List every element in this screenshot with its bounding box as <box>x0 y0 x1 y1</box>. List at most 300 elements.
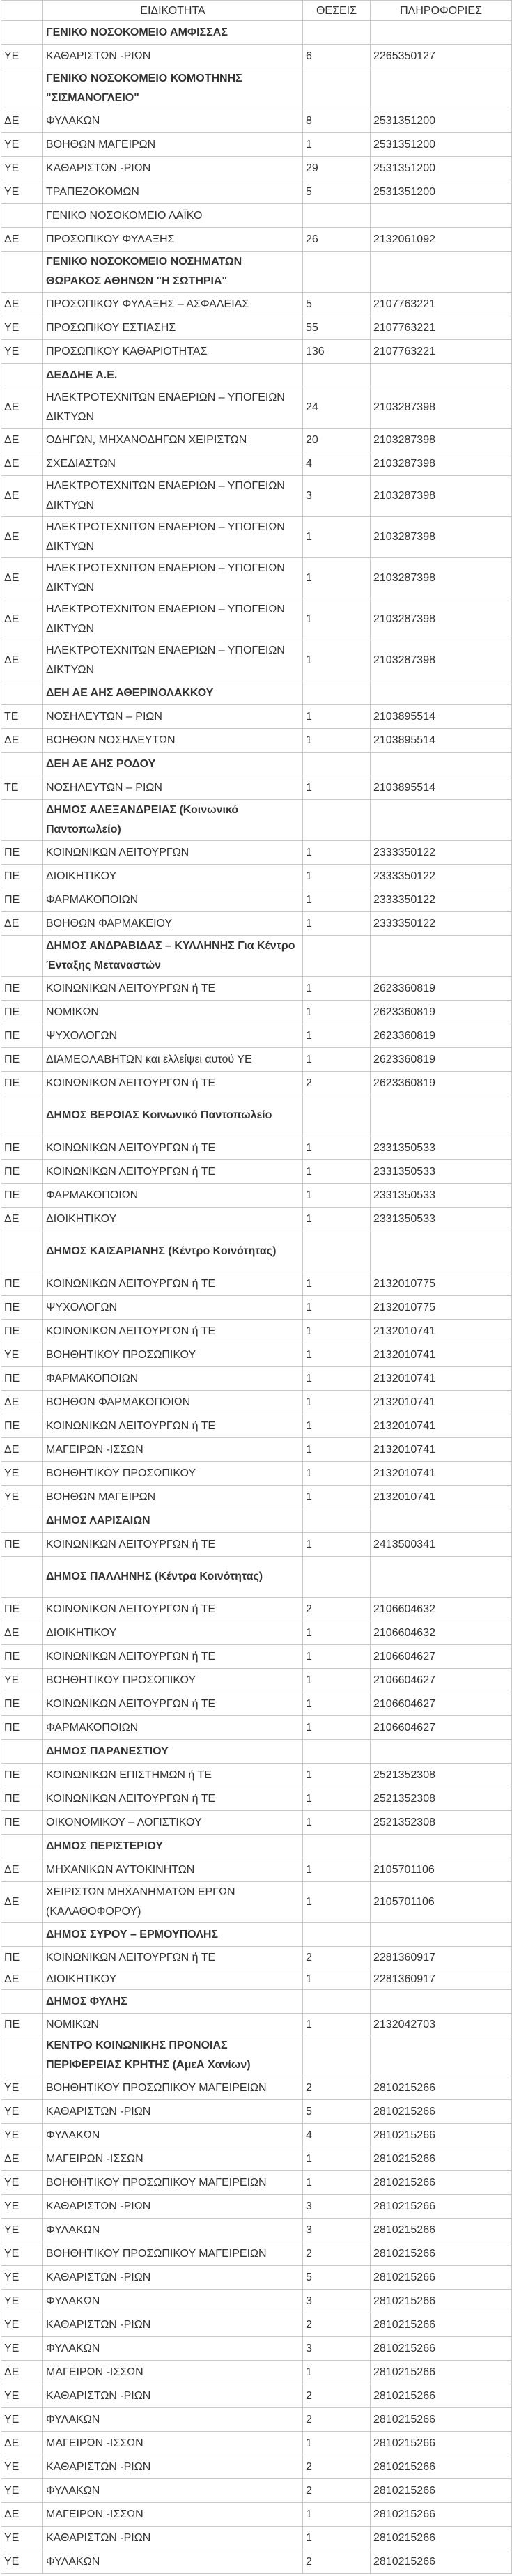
phone-cell: 2413500341 <box>371 1533 512 1557</box>
specialty-cell: ΚΟΙΝΩΝΙΚΩΝ ΛΕΙΤΟΥΡΓΩΝ ή ΤΕ <box>43 1947 303 1968</box>
phone-cell: 2810215266 <box>371 2124 512 2147</box>
specialty-cell: ΔΗΜΟΣ ΠΕΡΙΣΤΕΡΙΟΥ <box>43 1835 303 1858</box>
phone-cell: 2623360819 <box>371 1048 512 1072</box>
category-cell <box>1 364 43 387</box>
specialty-cell: ΚΟΙΝΩΝΙΚΩΝ ΕΠΙΣΤΗΜΩΝ ή ΤΕ <box>43 1764 303 1787</box>
positions-cell: 1 <box>303 1462 371 1486</box>
table-row <box>1 2408 512 2432</box>
phone-cell: 2132061092 <box>371 228 512 252</box>
category-cell: ΔΕ <box>1 476 43 517</box>
positions-cell: 2 <box>303 2313 371 2337</box>
phone-cell <box>371 68 512 109</box>
specialty-cell: ΗΛΕΚΤΡΟΤΕΧΝΙΤΩΝ ΕΝΑΕΡΙΩΝ – ΥΠΟΓΕΙΩΝ ΔΙΚΤΥΩΝ <box>43 558 303 599</box>
positions-cell: 1 <box>303 133 371 157</box>
category-cell: ΥΕ <box>1 2313 43 2337</box>
specialty-cell: ΔΙΟΙΚΗΤΙΚΟΥ <box>43 1968 303 1990</box>
table-row <box>1 1764 512 1787</box>
specialty-cell: ΒΟΗΘΩΝ ΜΑΓΕΙΡΩΝ <box>43 133 303 157</box>
specialty-cell: ΦΑΡΜΑΚΟΠΟΙΩΝ <box>43 1367 303 1391</box>
phone-cell: 2331350533 <box>371 1208 512 1231</box>
phone-cell: 2810215266 <box>371 2550 512 2574</box>
phone-cell: 2331350533 <box>371 1184 512 1208</box>
category-cell: ΠΕ <box>1 1136 43 1160</box>
category-cell: ΥΕ <box>1 2266 43 2290</box>
specialty-cell: ΨΥΧΟΛΟΓΩΝ <box>43 1024 303 1048</box>
table-row <box>1 705 512 729</box>
specialty-cell: ΦΥΛΑΚΩΝ <box>43 109 303 133</box>
positions-cell: 1 <box>303 1414 371 1438</box>
specialty-cell: ΓΕΝΙΚΟ ΝΟΣΟΚΟΜΕΙΟ ΑΜΦΙΣΣΑΣ <box>43 21 303 45</box>
category-cell: ΠΕ <box>1 977 43 1001</box>
specialty-cell: ΠΡΟΣΩΠΙΚΟΥ ΕΣΤΙΑΣΗΣ <box>43 316 303 340</box>
category-cell: ΔΕ <box>1 912 43 936</box>
phone-cell: 2810215266 <box>371 2266 512 2290</box>
phone-cell: 2103287398 <box>371 558 512 599</box>
specialty-cell: ΦΥΛΑΚΩΝ <box>43 2479 303 2503</box>
category-cell: ΥΕ <box>1 2408 43 2432</box>
category-cell: ΔΕ <box>1 2147 43 2171</box>
positions-cell: 2 <box>303 2242 371 2266</box>
phone-cell: 2106604627 <box>371 1645 512 1669</box>
positions-cell: 2 <box>303 2076 371 2100</box>
phone-cell: 2810215266 <box>371 2527 512 2550</box>
table-row <box>1 293 512 316</box>
category-cell: ΠΕ <box>1 2014 43 2035</box>
table-row <box>1 2384 512 2408</box>
category-cell: ΠΕ <box>1 1184 43 1208</box>
table-row <box>1 452 512 476</box>
specialty-cell: ΦΑΡΜΑΚΟΠΟΙΩΝ <box>43 1184 303 1208</box>
category-cell: ΔΕ <box>1 429 43 452</box>
phone-cell <box>371 252 512 293</box>
positions-cell: 5 <box>303 2266 371 2290</box>
specialty-cell: ΨΥΧΟΛΟΓΩΝ <box>43 1296 303 1320</box>
specialty-cell: ΚΑΘΑΡΙΣΤΩΝ -ΡΙΩΝ <box>43 45 303 68</box>
specialty-cell: ΟΔΗΓΩΝ, ΜΗΧΑΝΟΔΗΓΩΝ ΧΕΙΡΙΣΤΩΝ <box>43 429 303 452</box>
phone-cell: 2103287398 <box>371 517 512 558</box>
positions-cell <box>303 1740 371 1764</box>
positions-cell: 1 <box>303 1367 371 1391</box>
positions-cell: 1 <box>303 1160 371 1184</box>
phone-cell: 2103287398 <box>371 599 512 640</box>
category-cell: ΥΕ <box>1 2384 43 2408</box>
positions-cell: 1 <box>303 977 371 1001</box>
specialty-cell: ΝΟΣΗΛΕΥΤΩΝ – ΡΙΩΝ <box>43 705 303 729</box>
category-cell: ΥΕ <box>1 1462 43 1486</box>
phone-cell: 2623360819 <box>371 977 512 1001</box>
positions-cell: 1 <box>303 1533 371 1557</box>
positions-cell <box>303 1095 371 1136</box>
category-cell: ΠΕ <box>1 1001 43 1024</box>
category-cell: ΥΕ <box>1 2100 43 2124</box>
phone-cell: 2103287398 <box>371 387 512 429</box>
specialty-cell: ΦΥΛΑΚΩΝ <box>43 2550 303 2574</box>
specialty-cell: ΗΛΕΚΤΡΟΤΕΧΝΙΤΩΝ ΕΝΑΕΡΙΩΝ – ΥΠΟΓΕΙΩΝ ΔΙΚΤΥΩΝ <box>43 640 303 681</box>
category-cell <box>1 1231 43 1272</box>
table-row <box>1 2313 512 2337</box>
positions-cell: 1 <box>303 1320 371 1343</box>
phone-cell: 2333350122 <box>371 888 512 912</box>
phone-cell <box>371 1740 512 1764</box>
category-cell: ΠΕ <box>1 1296 43 1320</box>
category-cell: ΔΕ <box>1 599 43 640</box>
positions-cell: 3 <box>303 2195 371 2219</box>
table-row <box>1 2014 512 2035</box>
positions-cell <box>303 800 371 841</box>
category-cell: ΠΕ <box>1 1533 43 1557</box>
specialty-cell: ΔΙΑΜΕΟΛΑΒΗΤΩΝ και ελλείψει αυτού ΥΕ <box>43 1048 303 1072</box>
category-cell: ΠΕ <box>1 1645 43 1669</box>
specialty-cell: ΦΥΛΑΚΩΝ <box>43 2408 303 2432</box>
specialty-cell: ΚΑΘΑΡΙΣΤΩΝ -ΡΙΩΝ <box>43 2100 303 2124</box>
positions-cell <box>303 21 371 45</box>
specialty-cell: ΚΑΘΑΡΙΣΤΩΝ -ΡΙΩΝ <box>43 2384 303 2408</box>
table-row <box>1 2147 512 2171</box>
positions-cell: 1 <box>303 640 371 681</box>
specialty-cell: ΦΥΛΑΚΩΝ <box>43 2124 303 2147</box>
table-row <box>1 865 512 888</box>
category-cell: ΠΕ <box>1 1947 43 1968</box>
section-heading-row <box>1 1557 512 1598</box>
phone-cell: 2810215266 <box>371 2337 512 2361</box>
table-row <box>1 2266 512 2290</box>
category-cell: ΠΕ <box>1 1272 43 1296</box>
positions-cell: 1 <box>303 599 371 640</box>
table-row <box>1 1787 512 1811</box>
positions-cell <box>303 753 371 776</box>
table-row <box>1 1024 512 1048</box>
phone-cell: 2107763221 <box>371 316 512 340</box>
table-row <box>1 2195 512 2219</box>
phone-cell: 2106604627 <box>371 1669 512 1692</box>
category-cell: ΥΕ <box>1 133 43 157</box>
positions-cell: 2 <box>303 2479 371 2503</box>
category-cell: ΤΕ <box>1 776 43 800</box>
specialty-cell: ΒΟΗΘΩΝ ΜΑΓΕΙΡΩΝ <box>43 1486 303 1509</box>
table-row <box>1 1621 512 1645</box>
positions-cell: 1 <box>303 2432 371 2455</box>
table-row <box>1 1968 512 1990</box>
category-cell: ΠΕ <box>1 1598 43 1621</box>
positions-cell <box>303 364 371 387</box>
category-cell: ΔΕ <box>1 1621 43 1645</box>
category-cell <box>1 1509 43 1533</box>
phone-cell: 2333350122 <box>371 865 512 888</box>
phone-cell: 2810215266 <box>371 2076 512 2100</box>
specialty-cell: ΔΙΟΙΚΗΤΙΚΟΥ <box>43 1621 303 1645</box>
phone-cell <box>371 936 512 977</box>
category-cell: ΔΕ <box>1 1882 43 1923</box>
phone-cell: 2331350533 <box>371 1136 512 1160</box>
table-row <box>1 1296 512 1320</box>
positions-cell: 6 <box>303 45 371 68</box>
positions-cell: 2 <box>303 1947 371 1968</box>
positions-cell: 1 <box>303 1391 371 1414</box>
table-row <box>1 316 512 340</box>
section-heading-row <box>1 252 512 293</box>
specialty-cell: ΚΟΙΝΩΝΙΚΩΝ ΛΕΙΤΟΥΡΓΩΝ ή ΤΕ <box>43 1645 303 1669</box>
category-cell: ΥΕ <box>1 180 43 204</box>
category-cell <box>1 681 43 705</box>
specialty-cell: ΔΕΗ ΑΕ ΑΗΣ ΡΟΔΟΥ <box>43 753 303 776</box>
table-row <box>1 1320 512 1343</box>
positions-cell: 1 <box>303 865 371 888</box>
specialty-cell: ΚΟΙΝΩΝΙΚΩΝ ΛΕΙΤΟΥΡΓΩΝ ή ΤΕ <box>43 1072 303 1095</box>
positions-cell: 26 <box>303 228 371 252</box>
positions-cell: 1 <box>303 1001 371 1024</box>
table-row <box>1 640 512 681</box>
specialty-cell: ΧΕΙΡΙΣΤΩΝ ΜΗΧΑΝΗΜΑΤΩΝ ΕΡΓΩΝ (ΚΑΛΑΘΟΦΟΡΟΥ) <box>43 1882 303 1923</box>
table-row <box>1 1462 512 1486</box>
specialty-cell: ΒΟΗΘΗΤΙΚΟΥ ΠΡΟΣΩΠΙΚΟΥ ΜΑΓΕΙΡΕΙΩΝ <box>43 2076 303 2100</box>
category-cell: ΔΕ <box>1 1858 43 1882</box>
table-row <box>1 180 512 204</box>
section-heading-row <box>1 364 512 387</box>
specialty-cell: ΦΑΡΜΑΚΟΠΟΙΩΝ <box>43 1716 303 1740</box>
phone-cell: 2810215266 <box>371 2147 512 2171</box>
category-cell: ΠΕ <box>1 841 43 865</box>
phone-cell: 2810215266 <box>371 2219 512 2242</box>
phone-cell: 2531351200 <box>371 157 512 180</box>
category-cell <box>1 1990 43 2014</box>
positions-cell: 1 <box>303 1048 371 1072</box>
phone-cell <box>371 1557 512 1598</box>
positions-cell: 2 <box>303 1072 371 1095</box>
phone-cell: 2105701106 <box>371 1858 512 1882</box>
table-row <box>1 228 512 252</box>
positions-cell: 20 <box>303 429 371 452</box>
phone-cell: 2132010741 <box>371 1320 512 1343</box>
specialty-cell: ΚΟΙΝΩΝΙΚΩΝ ΛΕΙΤΟΥΡΓΩΝ ή ΤΕ <box>43 1160 303 1184</box>
category-cell: ΔΕ <box>1 729 43 753</box>
phone-cell: 2107763221 <box>371 340 512 364</box>
positions-cell: 8 <box>303 109 371 133</box>
vacancies-table <box>1 0 512 2574</box>
specialty-cell: ΗΛΕΚΤΡΟΤΕΧΝΙΤΩΝ ΕΝΑΕΡΙΩΝ – ΥΠΟΓΕΙΩΝ ΔΙΚΤΥΩΝ <box>43 476 303 517</box>
table-row <box>1 912 512 936</box>
category-cell: ΔΕ <box>1 2432 43 2455</box>
positions-cell: 1 <box>303 841 371 865</box>
phone-cell <box>371 1990 512 2014</box>
table-row <box>1 2455 512 2479</box>
positions-cell: 1 <box>303 1692 371 1716</box>
specialty-cell: ΒΟΗΘΗΤΙΚΟΥ ΠΡΟΣΩΠΙΚΟΥ <box>43 1343 303 1367</box>
specialty-cell: ΔΗΜΟΣ ΦΥΛΗΣ <box>43 1990 303 2014</box>
specialty-cell: ΔΕΗ ΑΕ ΑΗΣ ΑΘΕΡΙΝΟΛΑΚΚΟΥ <box>43 681 303 705</box>
phone-cell <box>371 1923 512 1947</box>
category-cell <box>1 800 43 841</box>
positions-cell: 1 <box>303 1764 371 1787</box>
header-info: ΠΛΗΡΟΦΟΡΙΕΣ <box>371 1 512 21</box>
phone-cell: 2132010775 <box>371 1296 512 1320</box>
specialty-cell: ΚΟΙΝΩΝΙΚΩΝ ΛΕΙΤΟΥΡΓΩΝ ή ΤΕ <box>43 1320 303 1343</box>
positions-cell: 1 <box>303 1882 371 1923</box>
specialty-cell: ΒΟΗΘΗΤΙΚΟΥ ΠΡΟΣΩΠΙΚΟΥ <box>43 1669 303 1692</box>
specialty-cell: ΒΟΗΘΩΝ ΦΑΡΜΑΚΕΙΟΥ <box>43 912 303 936</box>
table-row <box>1 888 512 912</box>
specialty-cell: ΚΟΙΝΩΝΙΚΩΝ ΛΕΙΤΟΥΡΓΩΝ ή ΤΕ <box>43 1136 303 1160</box>
positions-cell: 1 <box>303 1716 371 1740</box>
category-cell: ΥΕ <box>1 1486 43 1509</box>
positions-cell <box>303 681 371 705</box>
category-cell <box>1 252 43 293</box>
phone-cell: 2810215266 <box>371 2313 512 2337</box>
category-cell: ΥΕ <box>1 2195 43 2219</box>
specialty-cell: ΜΑΓΕΙΡΩΝ -ΙΣΣΩΝ <box>43 1438 303 1462</box>
phone-cell: 2531351200 <box>371 180 512 204</box>
header-positions: ΘΕΣΕΙΣ <box>303 1 371 21</box>
category-cell: ΔΕ <box>1 517 43 558</box>
positions-cell: 2 <box>303 2455 371 2479</box>
phone-cell: 2810215266 <box>371 2408 512 2432</box>
category-cell: ΔΕ <box>1 2503 43 2527</box>
specialty-cell: ΠΡΟΣΩΠΙΚΟΥ ΦΥΛΑΞΗΣ <box>43 228 303 252</box>
table-row <box>1 2242 512 2266</box>
specialty-cell: ΦΥΛΑΚΩΝ <box>43 2290 303 2313</box>
positions-cell <box>303 1557 371 1598</box>
positions-cell: 1 <box>303 1669 371 1692</box>
phone-cell: 2810215266 <box>371 2384 512 2408</box>
positions-cell: 1 <box>303 705 371 729</box>
category-cell: ΠΕ <box>1 1716 43 1740</box>
table-row <box>1 776 512 800</box>
specialty-cell: ΚΑΘΑΡΙΣΤΩΝ -ΡΙΩΝ <box>43 2527 303 2550</box>
category-cell: ΔΕ <box>1 1208 43 1231</box>
category-cell <box>1 1740 43 1764</box>
category-cell <box>1 2035 43 2076</box>
table-row <box>1 45 512 68</box>
category-cell: ΠΕ <box>1 1072 43 1095</box>
specialty-cell: ΜΑΓΕΙΡΩΝ -ΙΣΣΩΝ <box>43 2432 303 2455</box>
table-row <box>1 1072 512 1095</box>
table-row <box>1 1160 512 1184</box>
table-row <box>1 2290 512 2313</box>
specialty-cell: ΒΟΗΘΩΝ ΦΑΡΜΑΚΟΠΟΙΩΝ <box>43 1391 303 1414</box>
category-cell: ΔΕ <box>1 387 43 429</box>
table-row <box>1 1882 512 1923</box>
phone-cell: 2132042703 <box>371 2014 512 2035</box>
specialty-cell: ΣΧΕΔΙΑΣΤΩΝ <box>43 452 303 476</box>
phone-cell <box>371 364 512 387</box>
category-cell: ΥΕ <box>1 2124 43 2147</box>
positions-cell: 2 <box>303 1598 371 1621</box>
specialty-cell: ΜΑΓΕΙΡΩΝ -ΙΣΣΩΝ <box>43 2147 303 2171</box>
positions-cell: 1 <box>303 2014 371 2035</box>
category-cell: ΔΕ <box>1 640 43 681</box>
specialty-cell: ΦΑΡΜΑΚΟΠΟΙΩΝ <box>43 888 303 912</box>
phone-cell: 2531351200 <box>371 133 512 157</box>
specialty-cell: ΒΟΗΘΗΤΙΚΟΥ ΠΡΟΣΩΠΙΚΟΥ <box>43 1462 303 1486</box>
phone-cell: 2810215266 <box>371 2100 512 2124</box>
category-cell <box>1 1557 43 1598</box>
section-heading-row <box>1 936 512 977</box>
table-row <box>1 1414 512 1438</box>
phone-cell: 2623360819 <box>371 1072 512 1095</box>
positions-cell: 1 <box>303 1811 371 1835</box>
positions-cell <box>303 1509 371 1533</box>
category-cell: ΥΕ <box>1 2337 43 2361</box>
category-cell: ΥΕ <box>1 2455 43 2479</box>
phone-cell <box>371 204 512 228</box>
table-row <box>1 1716 512 1740</box>
specialty-cell: ΚΑΘΑΡΙΣΤΩΝ -ΡΙΩΝ <box>43 157 303 180</box>
specialty-cell: ΓΕΝΙΚΟ ΝΟΣΟΚΟΜΕΙΟ ΝΟΣΗΜΑΤΩΝ ΘΩΡΑΚΟΣ ΑΘΗΝΩΝ "Η ΣΩΤΗΡΙΑ" <box>43 252 303 293</box>
phone-cell: 2521352308 <box>371 1764 512 1787</box>
category-cell: ΠΕ <box>1 1160 43 1184</box>
specialty-cell: ΠΡΟΣΩΠΙΚΟΥ ΚΑΘΑΡΙΟΤΗΤΑΣ <box>43 340 303 364</box>
section-heading-row <box>1 681 512 705</box>
positions-cell: 1 <box>303 1787 371 1811</box>
category-cell: ΥΕ <box>1 2290 43 2313</box>
table-row <box>1 2503 512 2527</box>
positions-cell: 1 <box>303 1184 371 1208</box>
section-heading-row <box>1 21 512 45</box>
positions-cell: 24 <box>303 387 371 429</box>
category-cell: ΤΕ <box>1 705 43 729</box>
phone-cell <box>371 1095 512 1136</box>
phone-cell: 2106604632 <box>371 1598 512 1621</box>
specialty-cell: ΔΗΜΟΣ ΣΥΡΟΥ – ΕΡΜΟΥΠΟΛΗΣ <box>43 1923 303 1947</box>
positions-cell: 1 <box>303 2147 371 2171</box>
specialty-cell: ΜΑΓΕΙΡΩΝ -ΙΣΣΩΝ <box>43 2503 303 2527</box>
category-cell: ΠΕ <box>1 1811 43 1835</box>
specialty-cell: ΜΑΓΕΙΡΩΝ -ΙΣΣΩΝ <box>43 2361 303 2384</box>
phone-cell <box>371 800 512 841</box>
positions-cell <box>303 252 371 293</box>
section-heading-row <box>1 1923 512 1947</box>
phone-cell: 2265350127 <box>371 45 512 68</box>
category-cell: ΥΕ <box>1 1669 43 1692</box>
category-cell: ΠΕ <box>1 1048 43 1072</box>
phone-cell: 2132010741 <box>371 1414 512 1438</box>
phone-cell: 2810215266 <box>371 2432 512 2455</box>
positions-cell: 4 <box>303 452 371 476</box>
category-cell: ΥΕ <box>1 2219 43 2242</box>
table-row <box>1 1001 512 1024</box>
phone-cell: 2810215266 <box>371 2242 512 2266</box>
category-cell: ΥΕ <box>1 340 43 364</box>
phone-cell: 2810215266 <box>371 2361 512 2384</box>
category-cell: ΠΕ <box>1 1692 43 1716</box>
specialty-cell: ΔΗΜΟΣ ΑΛΕΞΑΝΔΡΕΙΑΣ (Κοινωνικό Παντοπωλείο) <box>43 800 303 841</box>
table-row <box>1 2337 512 2361</box>
category-cell <box>1 1835 43 1858</box>
section-heading-row <box>1 1095 512 1136</box>
positions-cell: 1 <box>303 1208 371 1231</box>
table-row <box>1 2432 512 2455</box>
specialty-cell: ΦΥΛΑΚΩΝ <box>43 2219 303 2242</box>
phone-cell: 2106604627 <box>371 1716 512 1740</box>
phone-cell: 2106604632 <box>371 1621 512 1645</box>
positions-cell: 1 <box>303 888 371 912</box>
table-row <box>1 109 512 133</box>
positions-cell: 1 <box>303 1296 371 1320</box>
table-row <box>1 841 512 865</box>
category-cell <box>1 936 43 977</box>
section-heading-row <box>1 1740 512 1764</box>
positions-cell: 1 <box>303 517 371 558</box>
section-heading-row <box>1 68 512 109</box>
phone-cell: 2103895514 <box>371 776 512 800</box>
phone-cell: 2103287398 <box>371 429 512 452</box>
phone-cell: 2281360917 <box>371 1968 512 1990</box>
positions-cell: 1 <box>303 1343 371 1367</box>
category-cell: ΠΕ <box>1 888 43 912</box>
category-cell: ΔΕ <box>1 228 43 252</box>
category-cell: ΥΕ <box>1 45 43 68</box>
specialty-cell: ΗΛΕΚΤΡΟΤΕΧΝΙΤΩΝ ΕΝΑΕΡΙΩΝ – ΥΠΟΓΕΙΩΝ ΔΙΚΤΥΩΝ <box>43 599 303 640</box>
table-row <box>1 517 512 558</box>
